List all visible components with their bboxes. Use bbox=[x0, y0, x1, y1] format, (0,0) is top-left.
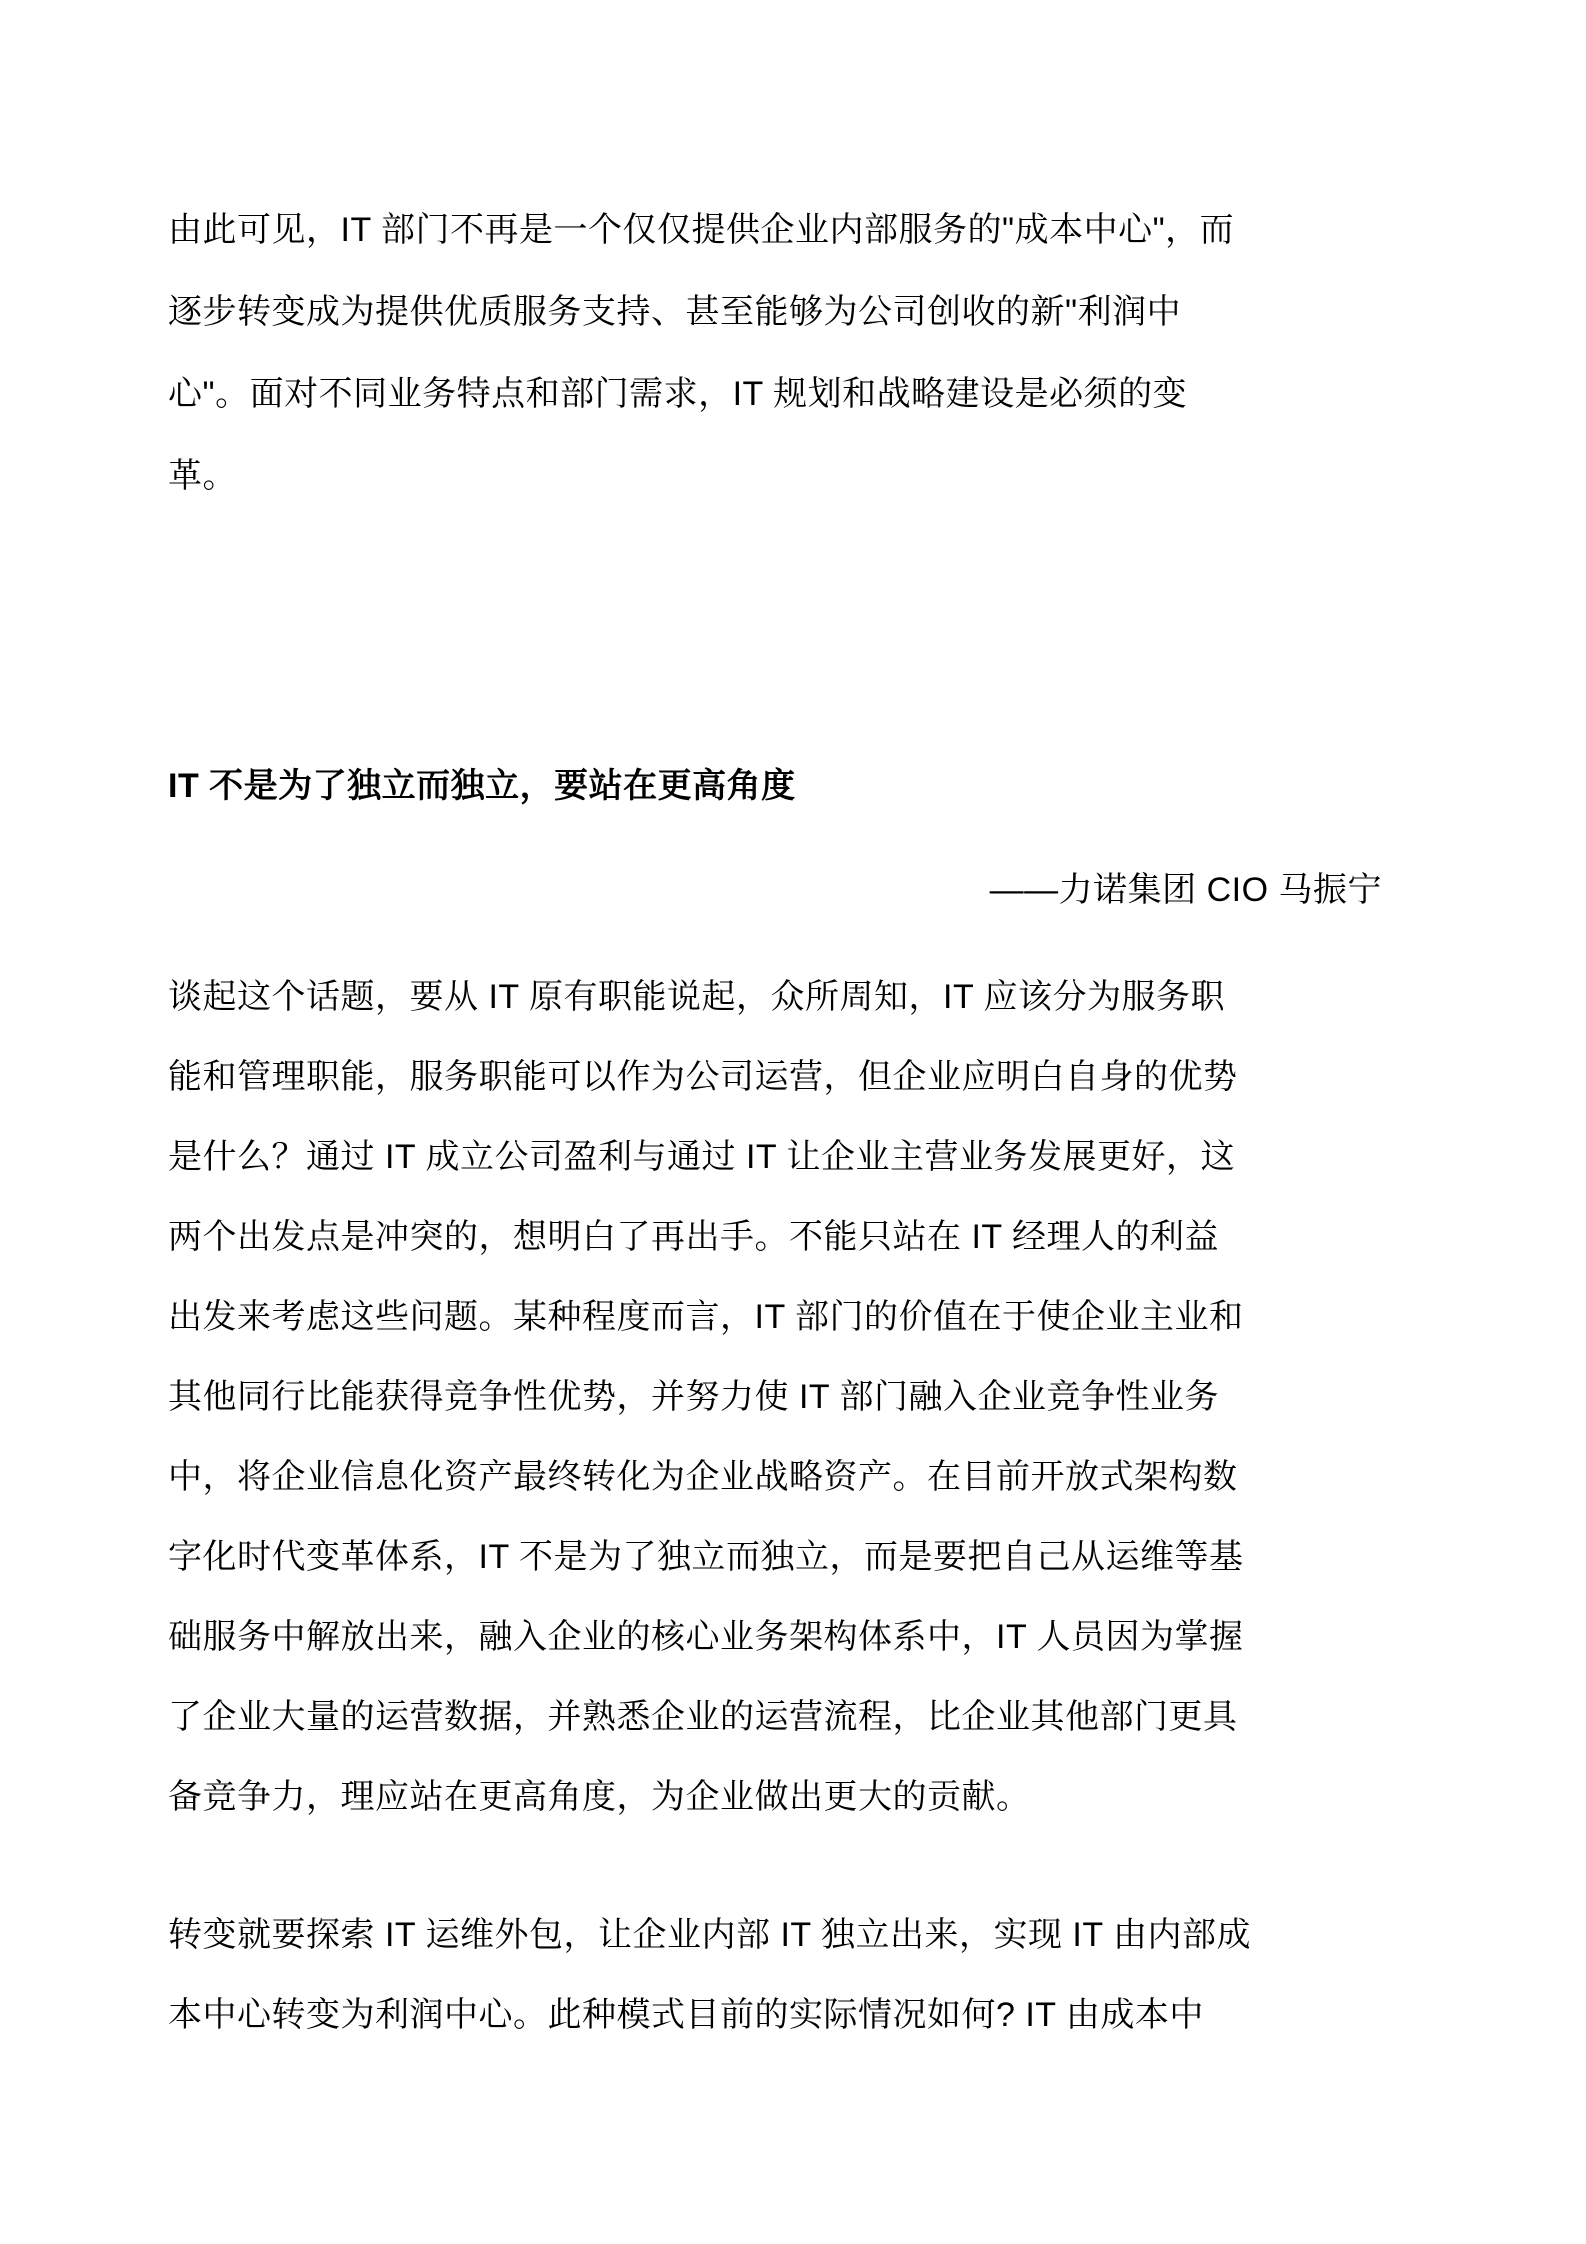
paragraph-line: 是什么？通过 IT 成立公司盈利与通过 IT 让企业主营业务发展更好，这 bbox=[168, 1138, 1235, 1176]
paragraph-line: 础服务中解放出来，融入企业的核心业务架构体系中，IT 人员因为掌握 bbox=[168, 1618, 1244, 1656]
paragraph-line: 备竞争力，理应站在更高角度，为企业做出更大的贡献。 bbox=[168, 1778, 1031, 1816]
paragraph-line: 逐步转变成为提供优质服务支持、甚至能够为公司创收的新"利润中 bbox=[168, 293, 1182, 331]
attribution-line: ——力诺集团 CIO 马振宁 bbox=[989, 871, 1382, 909]
paragraph-line: 字化时代变革体系，IT 不是为了独立而独立，而是要把自己从运维等基 bbox=[168, 1538, 1244, 1576]
paragraph-line: 本中心转变为利润中心。此种模式目前的实际情况如何? IT 由成本中 bbox=[168, 1996, 1204, 2034]
section-heading: IT 不是为了独立而独立，要站在更高角度 bbox=[168, 767, 796, 805]
main-paragraph bbox=[168, 957, 1466, 1837]
closing-paragraph bbox=[168, 1895, 1466, 2055]
paragraph-line: 其他同行比能获得竞争性优势，并努力使 IT 部门融入企业竞争性业务 bbox=[168, 1378, 1219, 1416]
paragraph-line: 心"。面对不同业务特点和部门需求，IT 规划和战略建设是必须的变 bbox=[168, 375, 1188, 413]
paragraph-line: 能和管理职能，服务职能可以作为公司运营，但企业应明白自身的优势 bbox=[168, 1058, 1238, 1096]
paragraph-line: 两个出发点是冲突的，想明白了再出手。不能只站在 IT 经理人的利益 bbox=[168, 1218, 1219, 1256]
paragraph-line: 转变就要探索 IT 运维外包，让企业内部 IT 独立出来，实现 IT 由内部成 bbox=[168, 1916, 1251, 1954]
paragraph-line: 革。 bbox=[168, 457, 237, 495]
paragraph-line: 由此可见，IT 部门不再是一个仅仅提供企业内部服务的"成本中心"，而 bbox=[168, 211, 1235, 249]
intro-paragraph bbox=[168, 189, 1466, 517]
paragraph-line: 出发来考虑这些问题。某种程度而言，IT 部门的价值在于使企业主业和 bbox=[168, 1298, 1244, 1336]
paragraph-line: 了企业大量的运营数据，并熟悉企业的运营流程，比企业其他部门更具 bbox=[168, 1698, 1238, 1736]
paragraph-line: 中，将企业信息化资产最终转化为企业战略资产。在目前开放式架构数 bbox=[168, 1458, 1238, 1496]
paragraph-line: 谈起这个话题，要从 IT 原有职能说起，众所周知，IT 应该分为服务职 bbox=[168, 978, 1226, 1016]
